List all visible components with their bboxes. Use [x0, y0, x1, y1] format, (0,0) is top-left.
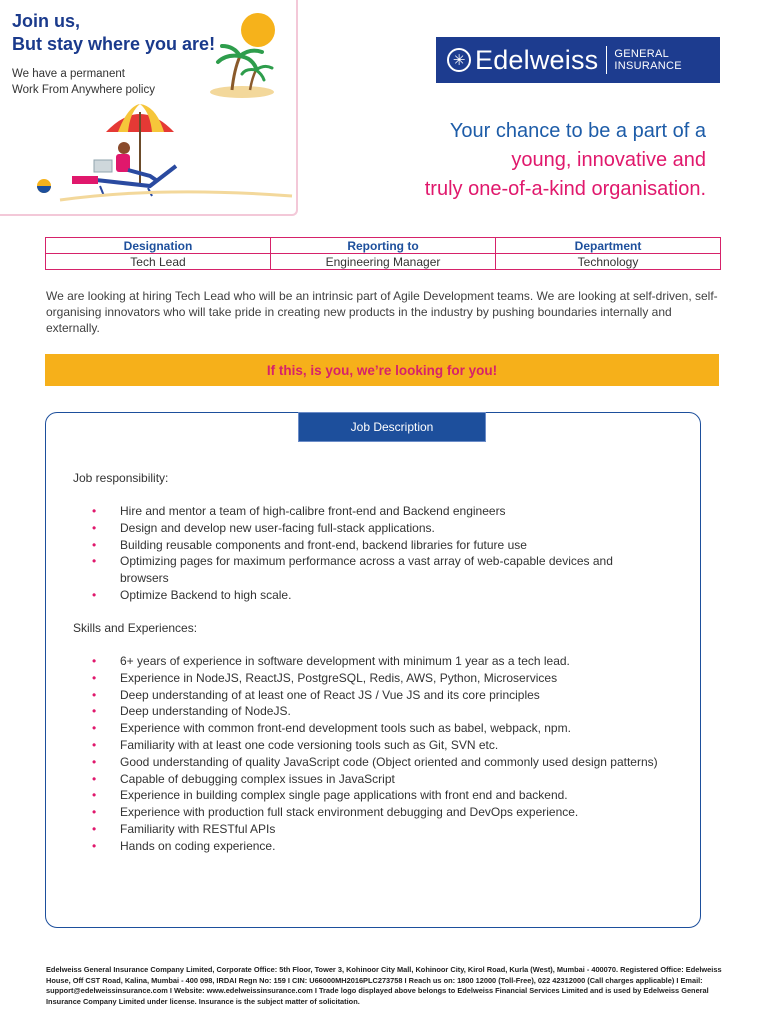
- logo-tag-line2: INSURANCE: [614, 60, 682, 72]
- banner-subtext: [12, 66, 155, 98]
- logo-name: Edelweiss: [475, 44, 599, 75]
- value-reporting-to: Engineering Manager: [271, 254, 496, 270]
- logo-tag: [614, 48, 682, 72]
- value-designation: Tech Lead: [130, 254, 186, 269]
- header-reporting-to: Reporting to: [271, 238, 496, 254]
- list-item: • Experience with production full stack environment debugging and DevOps experience.: [92, 804, 662, 821]
- value-department: Technology: [496, 254, 721, 270]
- logo-divider: [606, 46, 607, 74]
- wfa-banner: [0, 0, 298, 216]
- skills-list: [92, 653, 662, 855]
- list-item: • Experience with common front-end development tools such as babel, webpack, npm.: [92, 720, 662, 737]
- responsibility-heading: Job responsibility:: [73, 471, 169, 485]
- tagline-line1: Your chance to be a part of a: [449, 120, 706, 142]
- intro-paragraph: We are looking at hiring Tech Lead who will be an intrinsic part of Agile Development teams. We are looking at self-driven, self-organising innovators who will take pride in creating new products in the industry by pushing boundaries internally and externally.: [46, 289, 718, 335]
- skills-heading: Skills and Experiences:: [73, 621, 198, 635]
- list-item: • Optimize Backend to high scale.: [92, 587, 662, 604]
- list-item: • Experience in building complex single page applications with front end and backend.: [92, 787, 662, 804]
- job-description-tab: Job Description: [298, 412, 486, 442]
- list-item: • Optimizing pages for maximum performance across a vast array of web-capable devices and browsers: [92, 553, 662, 587]
- list-item: • Familiarity with RESTful APIs: [92, 821, 662, 838]
- tagline-line2: young, innovative and: [511, 149, 706, 171]
- legal-footer: Edelweiss General Insurance Company Limited, Corporate Office: 5th Floor, Tower 3, Kohinoor City Mall, Kohinoor City, Kirol Road, Kurla (West), Mumbai - 400070. Registered Office: Edelweiss House, Off CST Road, Kalina, Mumbai - 400 098, IRDAI Regn No: 159 I CIN: U66000MH2016PLC273758 I Reach us on: 1800 12000 (Toll-Free), 022 42312000 (Call charges applicable) I Email: support@edelweissinsurance.com I Website: www.edelweissinsurance.com I Trade logo displayed above belongs to Edelweiss Financial Services Limited and is used by Edelweiss General Insurance Company Limited under license. Insurance is the subject matter of solicitation.: [46, 965, 722, 1006]
- list-item: • Deep understanding of at least one of React JS / Vue JS and its core principles: [92, 687, 662, 704]
- list-item: • Good understanding of quality JavaScript code (Object oriented and commonly used design patterns): [92, 754, 662, 771]
- header-department: Department: [496, 238, 721, 254]
- banner-sub-line2: Work From Anywhere policy: [12, 84, 155, 96]
- logo-tag-line1: GENERAL: [614, 48, 670, 60]
- list-item: • Experience in NodeJS, ReactJS, PostgreSQL, Redis, AWS, Python, Microservices: [92, 670, 662, 687]
- table-row: [46, 254, 721, 270]
- tagline: [425, 117, 706, 204]
- banner-headline-line2: But stay where you are!: [12, 34, 216, 54]
- role-info-table: [45, 237, 721, 270]
- list-item: • Design and develop new user-facing full-stack applications.: [92, 520, 662, 537]
- list-item: • 6+ years of experience in software development with minimum 1 year as a tech lead.: [92, 653, 662, 670]
- banner-headline-line1: Join us,: [12, 11, 81, 31]
- responsibility-list: [92, 503, 662, 604]
- edelweiss-flower-icon: ✳: [447, 48, 471, 72]
- table-header-row: [46, 238, 721, 254]
- banner-headline: [12, 10, 215, 56]
- list-item: • Building reusable components and front-end, backend libraries for future use: [92, 537, 662, 554]
- tagline-line3: truly one-of-a-kind organisation.: [424, 178, 706, 200]
- edelweiss-logo: [436, 37, 720, 83]
- list-item: • Familiarity with at least one code versioning tools such as Git, SVN etc.: [92, 737, 662, 754]
- list-item: • Hands on coding experience.: [92, 838, 662, 855]
- list-item: • Deep understanding of NodeJS.: [92, 703, 662, 720]
- callout-banner: If this, is you, we’re looking for you!: [45, 354, 719, 386]
- list-item: • Hire and mentor a team of high-calibre front-end and Backend engineers: [92, 503, 662, 520]
- header-designation: Designation: [46, 238, 271, 254]
- list-item: • Capable of debugging complex issues in JavaScript: [92, 771, 662, 788]
- banner-sub-line1: We have a permanent: [12, 68, 125, 80]
